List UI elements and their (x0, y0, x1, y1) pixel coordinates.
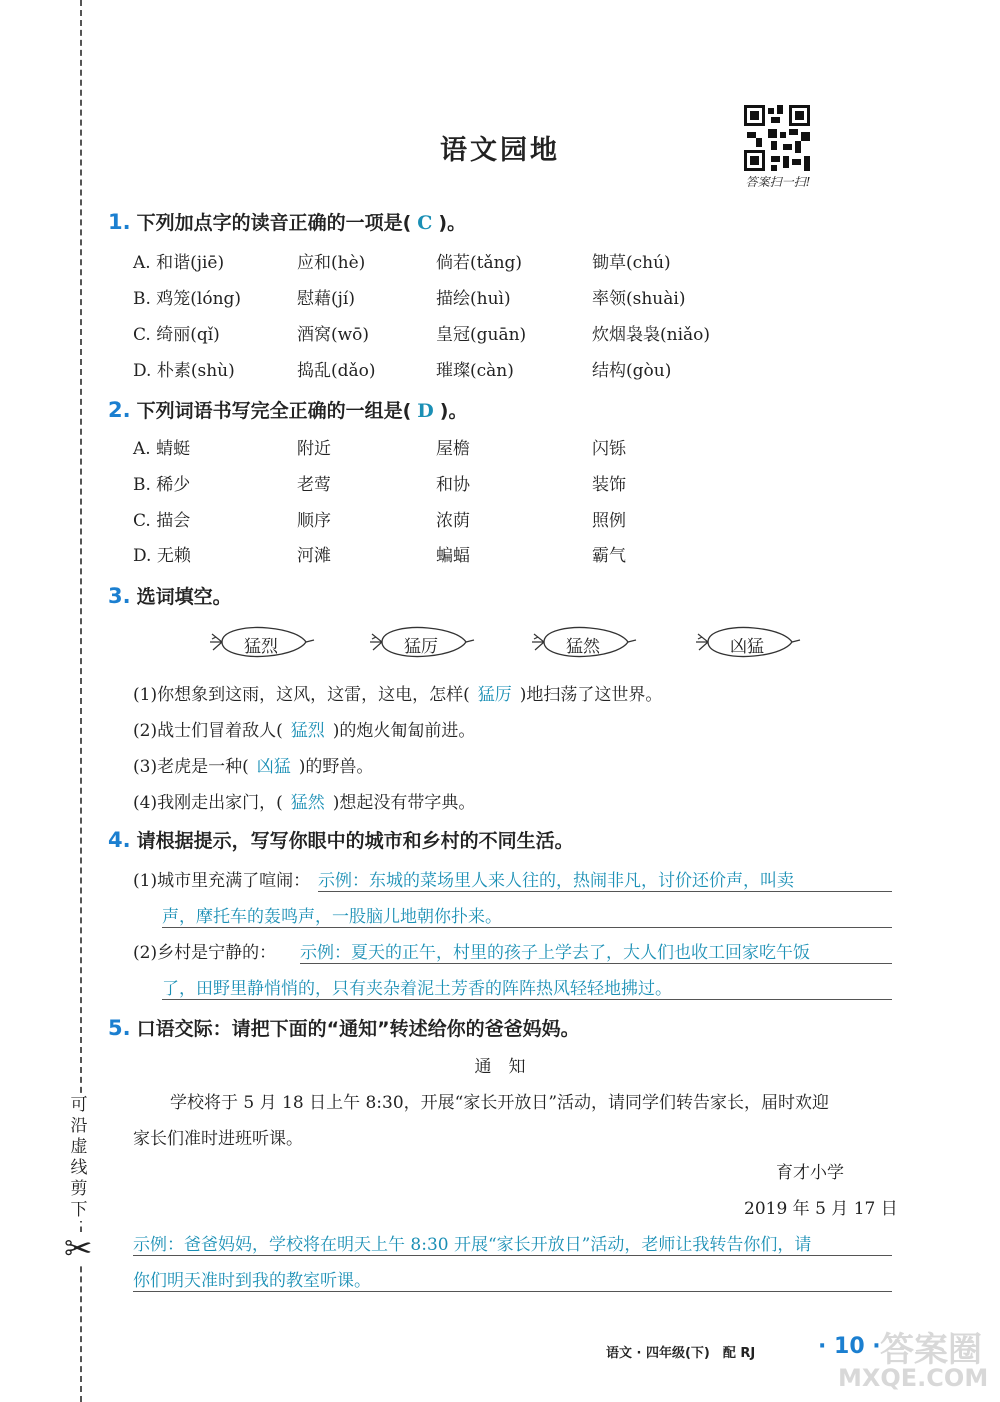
q2-option: 闪铄 (592, 439, 626, 459)
watermark-url: MXQE.COM (838, 1364, 989, 1392)
q1-option: B. 鸡笼(lóng) (133, 289, 242, 309)
q4-answer-line: 示例：东城的菜场里人来人往的，热闹非凡，讨价还价声，叫卖 (318, 866, 892, 892)
q2-option: 附近 (297, 439, 331, 459)
q1-option: 锄草(chú) (592, 253, 671, 273)
q1-option: 倘若(tǎng) (436, 253, 523, 273)
word-label: 猛烈 (244, 637, 278, 657)
notice-signature: 育才小学 (776, 1163, 844, 1183)
word-label: 凶猛 (730, 637, 764, 657)
page-number: · 10 · (818, 1334, 881, 1359)
q2-option: 装饰 (592, 475, 626, 495)
q2-option: B. 稀少 (133, 475, 191, 495)
q4-answer-line: 了，田野里静悄悄的，只有夹杂着泥土芳香的阵阵热风轻轻地拂过。 (162, 974, 892, 1000)
q3-item: (3)老虎是一种( 凶猛 )的野兽。 (133, 757, 374, 777)
q4-number: 4. (108, 828, 131, 852)
q2-answer: D (417, 400, 434, 422)
q1-option: 酒窝(wō) (297, 325, 370, 345)
q1-option: 炊烟袅袅(niǎo) (592, 325, 711, 345)
q1-option: C. 绮丽(qǐ) (133, 325, 220, 345)
q4-label: (2)乡村是宁静的： (133, 943, 277, 963)
q2-option: 顺序 (297, 511, 331, 531)
q3-answer: 猛厉 (477, 685, 512, 705)
page-title: 语文园地 (440, 135, 560, 166)
q2-option: 照例 (592, 511, 626, 531)
q3-number: 3. (108, 584, 131, 608)
q1-option: 璀璨(càn) (436, 361, 514, 381)
notice-title: 通 知 (474, 1057, 526, 1077)
q2-option: 和协 (436, 475, 470, 495)
q3-item: (2)战士们冒着敌人( 猛烈 )的炮火匍匐前进。 (133, 721, 476, 741)
q1-answer: C (417, 212, 433, 234)
qr-code-icon[interactable] (744, 105, 810, 171)
q4-answer-line: 声，摩托车的轰鸣声，一股脑儿地朝你扑来。 (162, 902, 892, 928)
q2-option: A. 蜻蜓 (133, 439, 191, 459)
notice-date: 2019 年 5 月 17 日 (744, 1199, 898, 1219)
q1-option: 描绘(huì) (436, 289, 511, 309)
word-card (694, 622, 804, 666)
q2-number: 2. (108, 398, 131, 422)
q2-option: 屋檐 (436, 439, 470, 459)
q3-prompt: 3. 选词填空。 (108, 584, 232, 608)
q3-item: (4)我刚走出家门，( 猛然 )想起没有带字典。 (133, 793, 476, 813)
q1-option: 率领(shuài) (592, 289, 686, 309)
q1-option: D. 朴素(shù) (133, 361, 235, 381)
q5-answer-line: 示例：爸爸妈妈，学校将在明天上午 8:30 开展“家长开放日”活动，老师让我转告你们，请 (133, 1230, 892, 1256)
qr-caption: 答案扫一扫! (745, 175, 811, 189)
notice-body: 学校将于 5 月 18 日上午 8:30，开展“家长开放日”活动，请同学们转告家长，届时欢迎 (170, 1093, 830, 1113)
q2-option: C. 描会 (133, 511, 191, 531)
q5-prompt: 5. 口语交际：请把下面的“通知”转述给你的爸爸妈妈。 (108, 1016, 580, 1040)
q1-option: A. 和谐(jiē) (133, 253, 225, 273)
q3-answer: 凶猛 (256, 757, 291, 777)
q2-option: D. 无赖 (133, 546, 191, 566)
scissors-icon: ✂ (64, 1229, 93, 1269)
q3-answer: 猛然 (290, 793, 325, 813)
word-label: 猛然 (566, 637, 600, 657)
word-label: 猛厉 (404, 637, 438, 657)
q1-prompt: 1. 下列加点字的读音正确的一项是( C )。 (108, 210, 467, 234)
q2-prompt: 2. 下列词语书写完全正确的一组是( D )。 (108, 398, 468, 422)
q1-option: 皇冠(guān) (436, 325, 527, 345)
notice-body: 家长们准时进班听课。 (133, 1129, 303, 1149)
word-card (208, 622, 318, 666)
q3-item: (1)你想象到这雨，这风，这雷，这电，怎样( 猛厉 )地扫荡了这世界。 (133, 685, 663, 705)
watermark-logo: 答案圈 (880, 1330, 982, 1370)
word-card (530, 622, 640, 666)
q3-answer: 猛烈 (290, 721, 325, 741)
footer-subject: 语文 · 四年级(下) 配 RJ (606, 1346, 756, 1361)
q1-option: 应和(hè) (297, 253, 366, 273)
q4-prompt: 4. 请根据提示，写写你眼中的城市和乡村的不同生活。 (108, 828, 574, 852)
q1-option: 结构(gòu) (592, 361, 672, 381)
q2-option: 浓荫 (436, 511, 470, 531)
q1-number: 1. (108, 210, 131, 234)
cut-instruction: 可沿虚线剪下 (66, 1095, 92, 1221)
q1-option: 捣乱(dǎo) (297, 361, 376, 381)
q5-answer-line: 你们明天准时到我的教室听课。 (133, 1266, 892, 1292)
word-card (368, 622, 478, 666)
q4-label: (1)城市里充满了喧闹： (133, 871, 311, 891)
q2-option: 河滩 (297, 546, 331, 566)
q2-option: 霸气 (592, 546, 626, 566)
q4-answer-line: 示例：夏天的正午，村里的孩子上学去了，大人们也收工回家吃午饭 (300, 938, 892, 964)
q2-option: 老莺 (297, 475, 331, 495)
q2-option: 蝙蝠 (436, 546, 470, 566)
q1-option: 慰藉(jí) (297, 289, 355, 309)
q5-number: 5. (108, 1016, 131, 1040)
